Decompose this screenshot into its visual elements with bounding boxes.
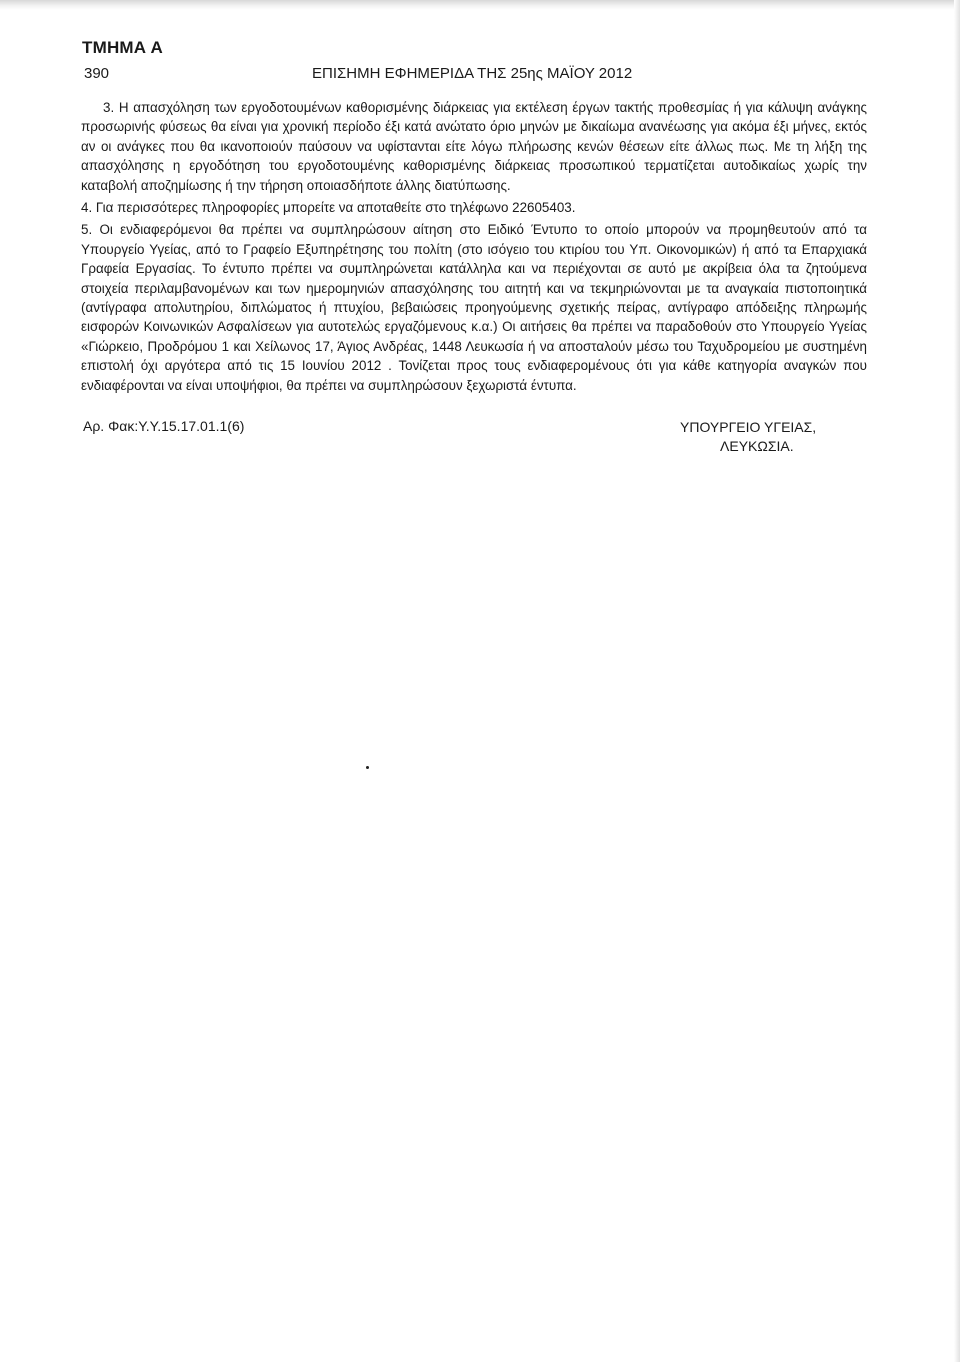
section-heading: ΤΜΗΜΑ Α	[82, 38, 164, 57]
file-reference: Αρ. Φακ:Υ.Υ.15.17.01.1(6)	[83, 418, 245, 434]
document-body	[81, 98, 867, 398]
paragraph-4: 4. Για περισσότερες πληροφορίες μπορείτε να αποταθείτε στο τηλέφωνο 22605403.	[81, 200, 576, 216]
issuer-city: ΛΕΥΚΩΣΙΑ.	[720, 438, 794, 454]
scan-speck	[366, 766, 369, 769]
scan-edge-right	[954, 0, 960, 1362]
paragraph-5: 5. Οι ενδιαφερόμενοι θα πρέπει να συμπληρώσουν αίτηση στο Ειδικό Έντυπο το οποίο μπορούν να προμηθευτούν από τα Υπουργείο Υγείας, από το Γραφείο Εξυπηρέτησης του πολίτη (στο ισόγειο του κτιρίου του Υπ. Οικονομικών) ή από τα Επαρχιακά Γραφεία Εργασίας. Το έντυπο πρέπει να συμπληρώνεται κατάλληλα και να περιέχονται σε αυτό με ακρίβεια όλα τα ζητούμενα στοιχεία περιλαμβανομένων και των ημερομηνιών απασχόλησης του αιτητή και να τεκμηριώνονται με τα αναγκαία πιστοποιητικά (αντίγραφα απολυτηρίου, διπλώματος ή πτυχίου, βεβαιώσεις προηγούμενης σχετικής πείρας, αντίγραφο απόδειξης πληρωμής εισφορών Κοινωνικών Ασφαλίσεων για αυτοτελώς εργαζόμενους κ.α.) Οι αιτήσεις θα πρέπει να παραδοθούν στο Υπουργείο Υγείας «Γιώρκειο, Προδρόμου 1 και Χείλωνος 17, Άγιος Ανδρέας, 1448 Λευκωσία ή να αποσταλούν μέσω του Ταχυδρομείου με συστημένη επιστολή όχι αργότερα από τις 15 Ιουνίου 2012 . Τονίζεται προς τους ενδιαφερομένους ότι για κάθε κατηγορία αναγκών που ενδιαφέρονται να είναι υποψήφιοι, θα πρέπει να συμπληρώσουν ξεχωριστά έντυπα.	[81, 222, 867, 393]
paragraph-3: 3. Η απασχόληση των εργοδοτουμένων καθορισμένης διάρκειας για εκτέλεση έργων τακτής προθεσμίας ή για κάλυψη ανάγκης προσωρινής φύσεως θα είναι για χρονική περίοδο έξι κατά ανώτατο όριο μηνών με δικαίωμα ανανέωσης για ακόμα έξι μήνες, εκτός αν οι ανάγκες που θα ικανοποιούν παύσουν να υφίστανται είτε λόγω πλήρωσης κενών θέσεων είτε άλλως πως. Με τη λήξη της απασχόλησης η εργοδότηση του εργοδοτουμένης καθορισμένης διάρκειας προσωπικού τερματίζεται αυτοδικαίως χωρίς την καταβολή αποζημίωσης ή την τήρηση οποιασδήποτε άλλης διατύπωσης.	[81, 100, 867, 193]
signature-block	[680, 418, 880, 456]
page-number: 390	[84, 65, 110, 82]
issuer-name: ΥΠΟΥΡΓΕΙΟ ΥΓΕΙΑΣ,	[680, 419, 817, 435]
gazette-title: ΕΠΙΣΗΜΗ ΕΦΗΜΕΡΙΔΑ ΤΗΣ 25ης ΜΑΪΟΥ 2012	[312, 65, 633, 82]
scan-edge-top	[0, 0, 960, 10]
